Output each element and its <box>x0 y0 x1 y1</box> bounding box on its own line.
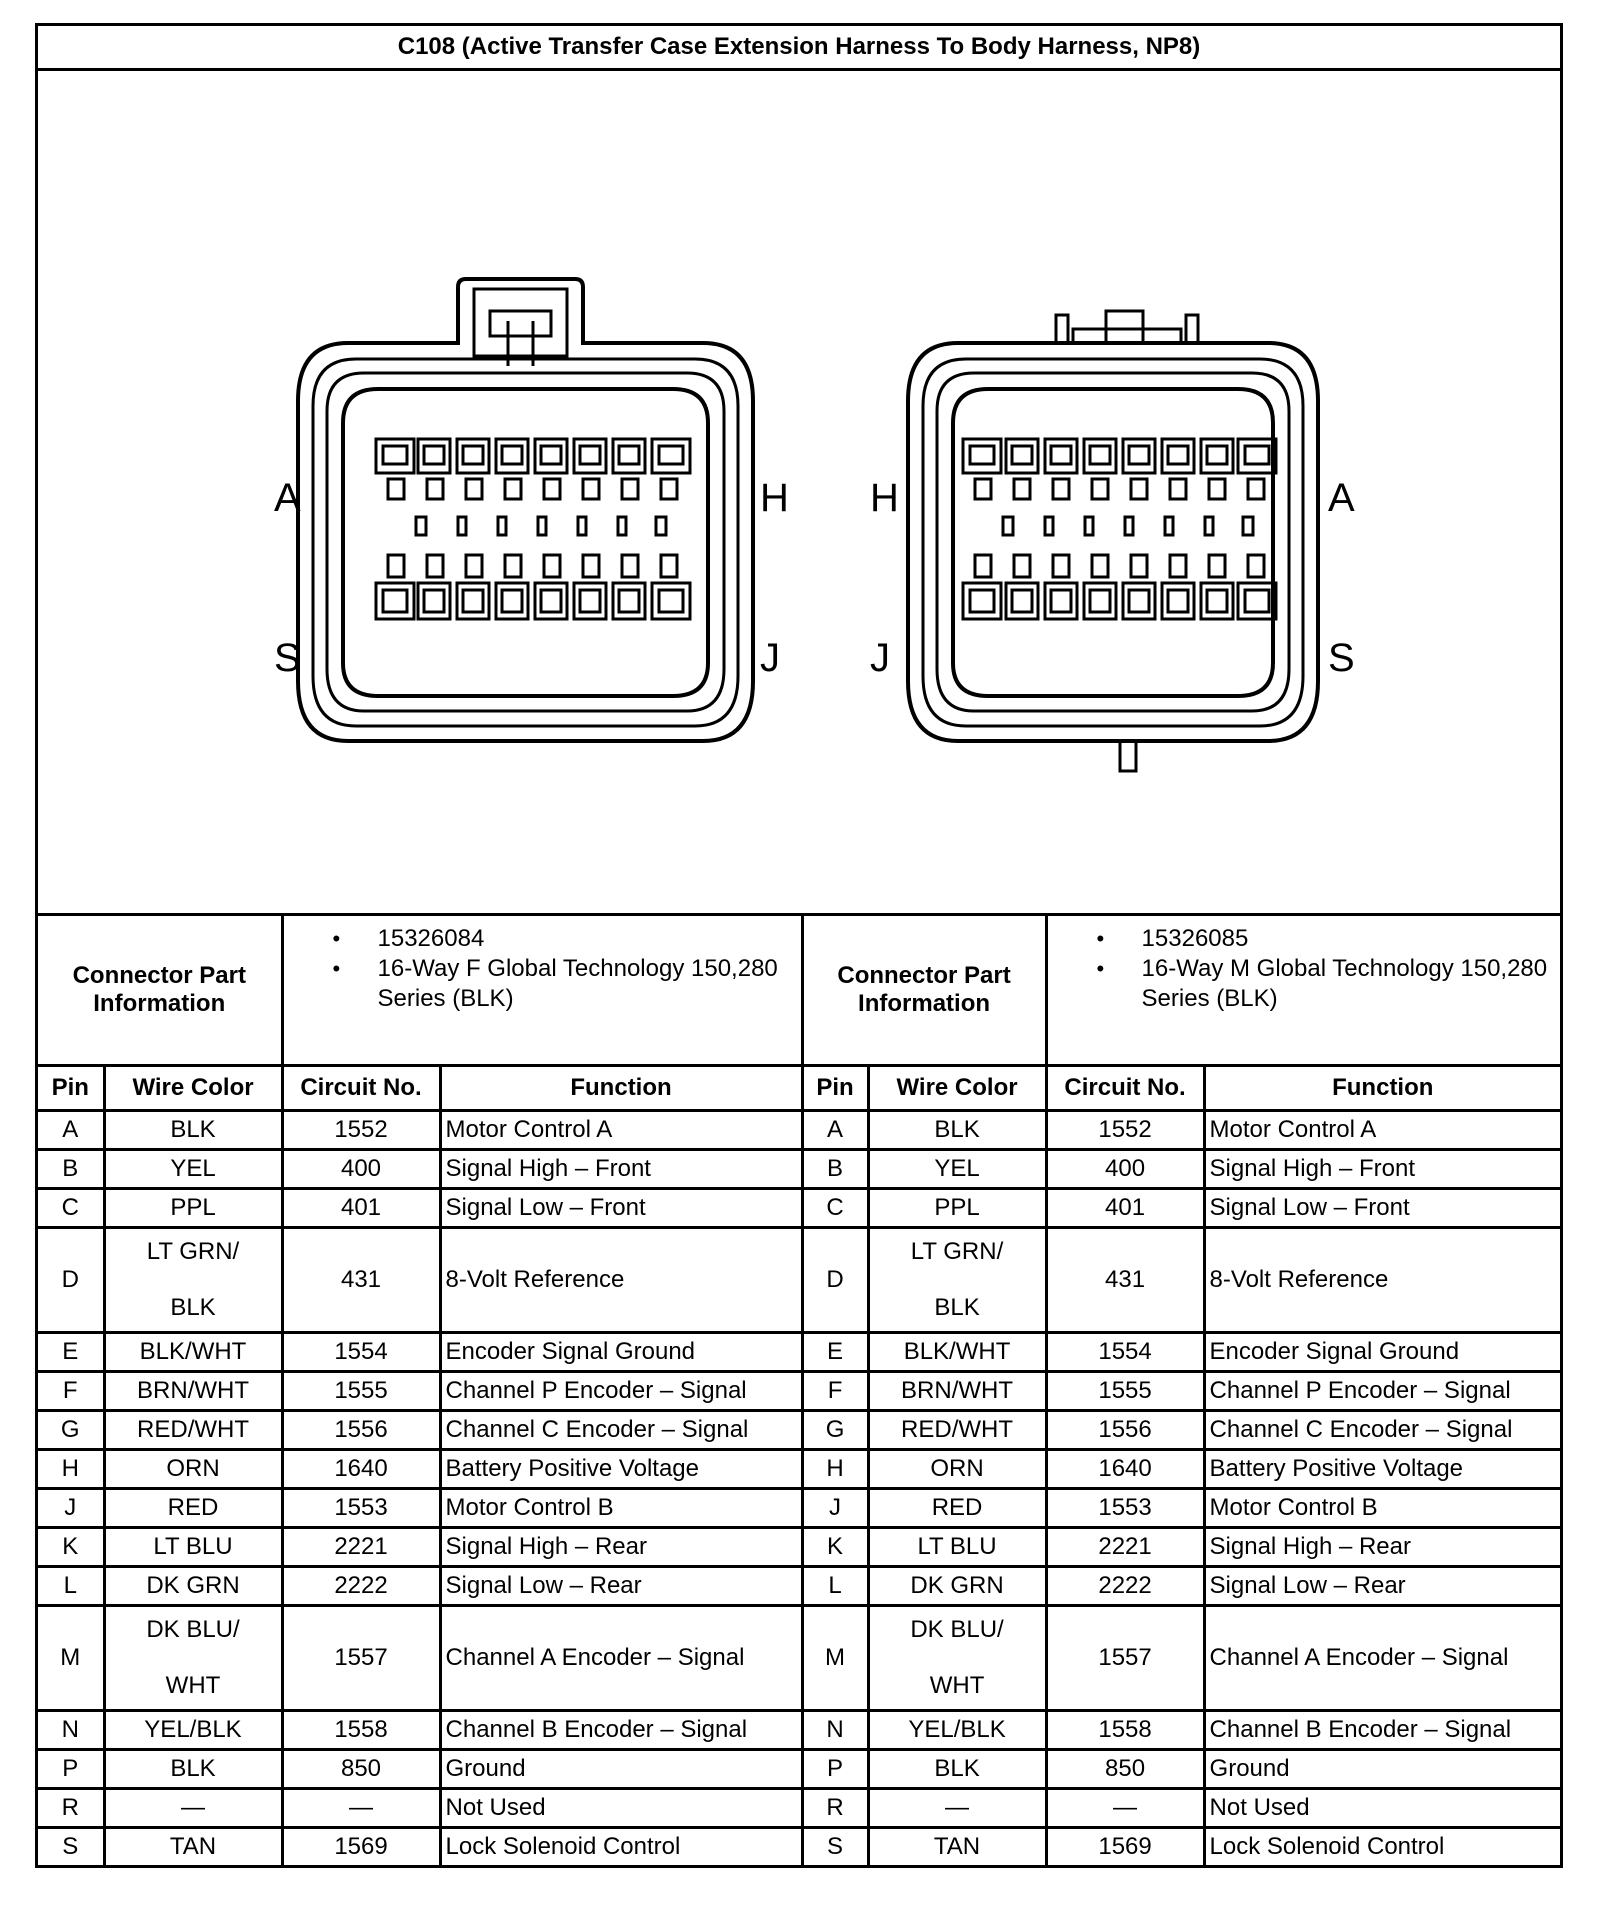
table-row <box>38 1111 1560 1150</box>
pin-cell: K <box>802 1528 868 1567</box>
function-cell: Channel A Encoder – Signal <box>440 1606 802 1711</box>
table-row <box>38 1189 1560 1228</box>
pin-cell: L <box>38 1567 104 1606</box>
function-cell: Signal High – Front <box>1204 1150 1560 1189</box>
function-cell: 8-Volt Reference <box>1204 1228 1560 1333</box>
wire-color-cell: RED <box>104 1489 282 1528</box>
circuit-cell: 1556 <box>282 1411 440 1450</box>
wire-color-cell: — <box>868 1789 1046 1828</box>
pin-cell: B <box>802 1150 868 1189</box>
pin-cell: C <box>38 1189 104 1228</box>
circuit-cell: 1555 <box>1046 1372 1204 1411</box>
pin-cell: E <box>38 1333 104 1372</box>
circuit-cell: 850 <box>282 1750 440 1789</box>
table-row <box>38 1789 1560 1828</box>
pin-cell: F <box>38 1372 104 1411</box>
wire-color-cell: BLK <box>868 1750 1046 1789</box>
circuit-cell: 431 <box>282 1228 440 1333</box>
function-cell: Ground <box>1204 1750 1560 1789</box>
table-row <box>38 1750 1560 1789</box>
circuit-cell: 1552 <box>1046 1111 1204 1150</box>
wire-color-cell: BRN/WHT <box>104 1372 282 1411</box>
col-header-pin: Pin <box>38 1066 104 1111</box>
male-corner-label-bottom-right: S <box>1328 636 1355 680</box>
pin-cell: A <box>802 1111 868 1150</box>
function-cell: Signal Low – Rear <box>440 1567 802 1606</box>
male-cavities <box>963 439 1276 619</box>
function-cell: Signal Low – Rear <box>1204 1567 1560 1606</box>
function-cell: Battery Positive Voltage <box>1204 1450 1560 1489</box>
pin-cell: M <box>802 1606 868 1711</box>
function-cell: Encoder Signal Ground <box>440 1333 802 1372</box>
pin-cell: K <box>38 1528 104 1567</box>
circuit-cell: 401 <box>1046 1189 1204 1228</box>
wire-color-cell: BLK <box>104 1111 282 1150</box>
pinout-table <box>38 916 1560 1865</box>
male-corner-label-top-right: A <box>1328 476 1355 520</box>
pin-cell: J <box>802 1489 868 1528</box>
circuit-cell: 400 <box>1046 1150 1204 1189</box>
pin-cell: S <box>802 1828 868 1866</box>
connector-face-views <box>38 71 1560 913</box>
circuit-cell: 1552 <box>282 1111 440 1150</box>
table-row <box>38 1489 1560 1528</box>
part-number-male: • 15326085 <box>1142 924 1556 954</box>
pin-cell: G <box>38 1411 104 1450</box>
description-male: • 16-Way M Global Technology 150,280 Series (BLK) <box>1142 954 1556 1014</box>
function-cell: Lock Solenoid Control <box>440 1828 802 1866</box>
circuit-cell: 1553 <box>282 1489 440 1528</box>
table-row <box>38 1150 1560 1189</box>
wire-color-cell <box>104 1228 282 1333</box>
circuit-cell: 1640 <box>1046 1450 1204 1489</box>
wire-color-cell: BLK <box>868 1111 1046 1150</box>
function-cell: Motor Control B <box>1204 1489 1560 1528</box>
pin-cell: E <box>802 1333 868 1372</box>
female-corner-label-top-right: H <box>760 476 789 520</box>
wire-color-cell <box>868 1228 1046 1333</box>
function-cell: Lock Solenoid Control <box>1204 1828 1560 1866</box>
pin-cell: P <box>38 1750 104 1789</box>
pin-cell: R <box>802 1789 868 1828</box>
pin-cell: M <box>38 1606 104 1711</box>
wire-color-line: BLK <box>934 1294 980 1321</box>
male-corner-label-bottom-left: J <box>870 636 890 680</box>
function-cell: Not Used <box>440 1789 802 1828</box>
pin-cell: A <box>38 1111 104 1150</box>
col-header-function: Function <box>440 1066 802 1111</box>
wire-color-cell: YEL/BLK <box>868 1711 1046 1750</box>
table-row <box>38 1411 1560 1450</box>
function-cell: Signal High – Rear <box>440 1528 802 1567</box>
circuit-cell: 1556 <box>1046 1411 1204 1450</box>
circuit-cell: 1553 <box>1046 1489 1204 1528</box>
function-cell: Channel B Encoder – Signal <box>1204 1711 1560 1750</box>
pin-cell: C <box>802 1189 868 1228</box>
circuit-cell: 400 <box>282 1150 440 1189</box>
wire-color-cell: LT BLU <box>104 1528 282 1567</box>
connector-diagram <box>38 71 1560 916</box>
wire-color-cell: RED/WHT <box>868 1411 1046 1450</box>
female-corner-label-bottom-left: S <box>274 636 301 680</box>
wire-color-cell: DK GRN <box>104 1567 282 1606</box>
circuit-cell: 1557 <box>1046 1606 1204 1711</box>
function-cell: Motor Control B <box>440 1489 802 1528</box>
wire-color-line: LT GRN/ <box>146 1238 240 1265</box>
pin-cell: G <box>802 1411 868 1450</box>
circuit-cell: 431 <box>1046 1228 1204 1333</box>
wire-color-cell: YEL <box>868 1150 1046 1189</box>
male-latch-tabs <box>1056 311 1198 343</box>
circuit-cell: 1557 <box>282 1606 440 1711</box>
pin-cell: F <box>802 1372 868 1411</box>
female-connector-face <box>298 279 753 741</box>
function-cell: Motor Control A <box>1204 1111 1560 1150</box>
function-cell: Motor Control A <box>440 1111 802 1150</box>
circuit-cell: 2221 <box>282 1528 440 1567</box>
table-row <box>38 1528 1560 1567</box>
pin-cell: H <box>802 1450 868 1489</box>
table-row <box>38 1828 1560 1866</box>
circuit-cell: 1555 <box>282 1372 440 1411</box>
circuit-cell: 1554 <box>1046 1333 1204 1372</box>
table-row <box>38 1567 1560 1606</box>
wire-color-cell: LT BLU <box>868 1528 1046 1567</box>
function-cell: Signal Low – Front <box>440 1189 802 1228</box>
wire-color-line: WHT <box>165 1672 221 1699</box>
circuit-cell: 1558 <box>282 1711 440 1750</box>
col-header-pin: Pin <box>802 1066 868 1111</box>
connector-info-row <box>38 916 1560 1066</box>
function-cell: Encoder Signal Ground <box>1204 1333 1560 1372</box>
connector-info-female <box>282 916 802 1066</box>
circuit-cell: 1569 <box>1046 1828 1204 1866</box>
table-row <box>38 1333 1560 1372</box>
wire-color-cell: PPL <box>868 1189 1046 1228</box>
function-cell: Channel C Encoder – Signal <box>1204 1411 1560 1450</box>
circuit-cell: 1558 <box>1046 1711 1204 1750</box>
function-cell: Battery Positive Voltage <box>440 1450 802 1489</box>
female-connector-outline <box>298 279 753 741</box>
pin-cell: B <box>38 1150 104 1189</box>
wire-color-cell: BLK/WHT <box>868 1333 1046 1372</box>
pin-cell: S <box>38 1828 104 1866</box>
function-cell: Channel A Encoder – Signal <box>1204 1606 1560 1711</box>
wire-color-line: LT GRN/ <box>910 1238 1004 1265</box>
circuit-cell: 401 <box>282 1189 440 1228</box>
wire-color-line: WHT <box>929 1672 985 1699</box>
wire-color-line: DK BLU/ <box>910 1616 1004 1643</box>
wire-color-cell: YEL <box>104 1150 282 1189</box>
col-header-circuit: Circuit No. <box>1046 1066 1204 1111</box>
wire-color-cell: TAN <box>868 1828 1046 1866</box>
male-corner-label-top-left: H <box>870 476 899 520</box>
pin-cell: D <box>38 1228 104 1333</box>
wire-color-line: BLK <box>170 1294 216 1321</box>
wire-color-cell: PPL <box>104 1189 282 1228</box>
circuit-cell: 2222 <box>282 1567 440 1606</box>
function-cell: Channel P Encoder – Signal <box>1204 1372 1560 1411</box>
pin-cell: R <box>38 1789 104 1828</box>
pin-cell: P <box>802 1750 868 1789</box>
table-row <box>38 1711 1560 1750</box>
wire-color-cell: BLK <box>104 1750 282 1789</box>
column-header-row <box>38 1066 1560 1111</box>
col-header-wire-color: Wire Color <box>104 1066 282 1111</box>
pin-cell: N <box>38 1711 104 1750</box>
wire-color-cell <box>868 1606 1046 1711</box>
description-female: • 16-Way F Global Technology 150,280 Series (BLK) <box>378 954 797 1014</box>
connector-info-label-male: Connector Part Information <box>802 916 1046 1066</box>
col-header-circuit: Circuit No. <box>282 1066 440 1111</box>
function-cell: Channel B Encoder – Signal <box>440 1711 802 1750</box>
pin-rows <box>38 1111 1560 1866</box>
circuit-cell: 2221 <box>1046 1528 1204 1567</box>
table-row <box>38 1372 1560 1411</box>
pin-cell: L <box>802 1567 868 1606</box>
female-corner-label-bottom-right: J <box>760 636 780 680</box>
wire-color-line: DK BLU/ <box>146 1616 240 1643</box>
table-row <box>38 1606 1560 1711</box>
circuit-cell: 1640 <box>282 1450 440 1489</box>
function-cell: Signal Low – Front <box>1204 1189 1560 1228</box>
function-cell: Channel P Encoder – Signal <box>440 1372 802 1411</box>
connector-info-male <box>1046 916 1560 1066</box>
pin-cell: N <box>802 1711 868 1750</box>
pin-cell: H <box>38 1450 104 1489</box>
male-connector-outline <box>908 343 1318 741</box>
wire-color-cell: ORN <box>868 1450 1046 1489</box>
part-number-female: • 15326084 <box>378 924 797 954</box>
male-bottom-key <box>1120 741 1136 771</box>
wire-color-cell: RED/WHT <box>104 1411 282 1450</box>
wire-color-cell: ORN <box>104 1450 282 1489</box>
function-cell: Signal High – Rear <box>1204 1528 1560 1567</box>
table-row <box>38 1450 1560 1489</box>
wire-color-cell: YEL/BLK <box>104 1711 282 1750</box>
circuit-cell: 850 <box>1046 1750 1204 1789</box>
circuit-cell: 1554 <box>282 1333 440 1372</box>
function-cell: Channel C Encoder – Signal <box>440 1411 802 1450</box>
wire-color-cell: TAN <box>104 1828 282 1866</box>
function-cell: Signal High – Front <box>440 1150 802 1189</box>
wire-color-cell: BRN/WHT <box>868 1372 1046 1411</box>
wire-color-cell: DK GRN <box>868 1567 1046 1606</box>
wire-color-cell: — <box>104 1789 282 1828</box>
female-corner-label-top-left: A <box>274 476 301 520</box>
table-row <box>38 1228 1560 1333</box>
wire-color-cell <box>104 1606 282 1711</box>
page-title: C108 (Active Transfer Case Extension Harness To Body Harness, NP8) <box>38 26 1560 71</box>
male-connector-face <box>908 311 1318 771</box>
pin-cell: J <box>38 1489 104 1528</box>
function-cell: 8-Volt Reference <box>440 1228 802 1333</box>
wire-color-cell: RED <box>868 1489 1046 1528</box>
function-cell: Not Used <box>1204 1789 1560 1828</box>
function-cell: Ground <box>440 1750 802 1789</box>
female-cavities <box>376 439 690 619</box>
circuit-cell: 1569 <box>282 1828 440 1866</box>
col-header-function: Function <box>1204 1066 1560 1111</box>
circuit-cell: — <box>282 1789 440 1828</box>
col-header-wire-color: Wire Color <box>868 1066 1046 1111</box>
pin-cell: D <box>802 1228 868 1333</box>
wire-color-cell: BLK/WHT <box>104 1333 282 1372</box>
connector-info-label-female: Connector Part Information <box>38 916 282 1066</box>
connector-sheet <box>35 23 1563 1868</box>
circuit-cell: 2222 <box>1046 1567 1204 1606</box>
circuit-cell: — <box>1046 1789 1204 1828</box>
